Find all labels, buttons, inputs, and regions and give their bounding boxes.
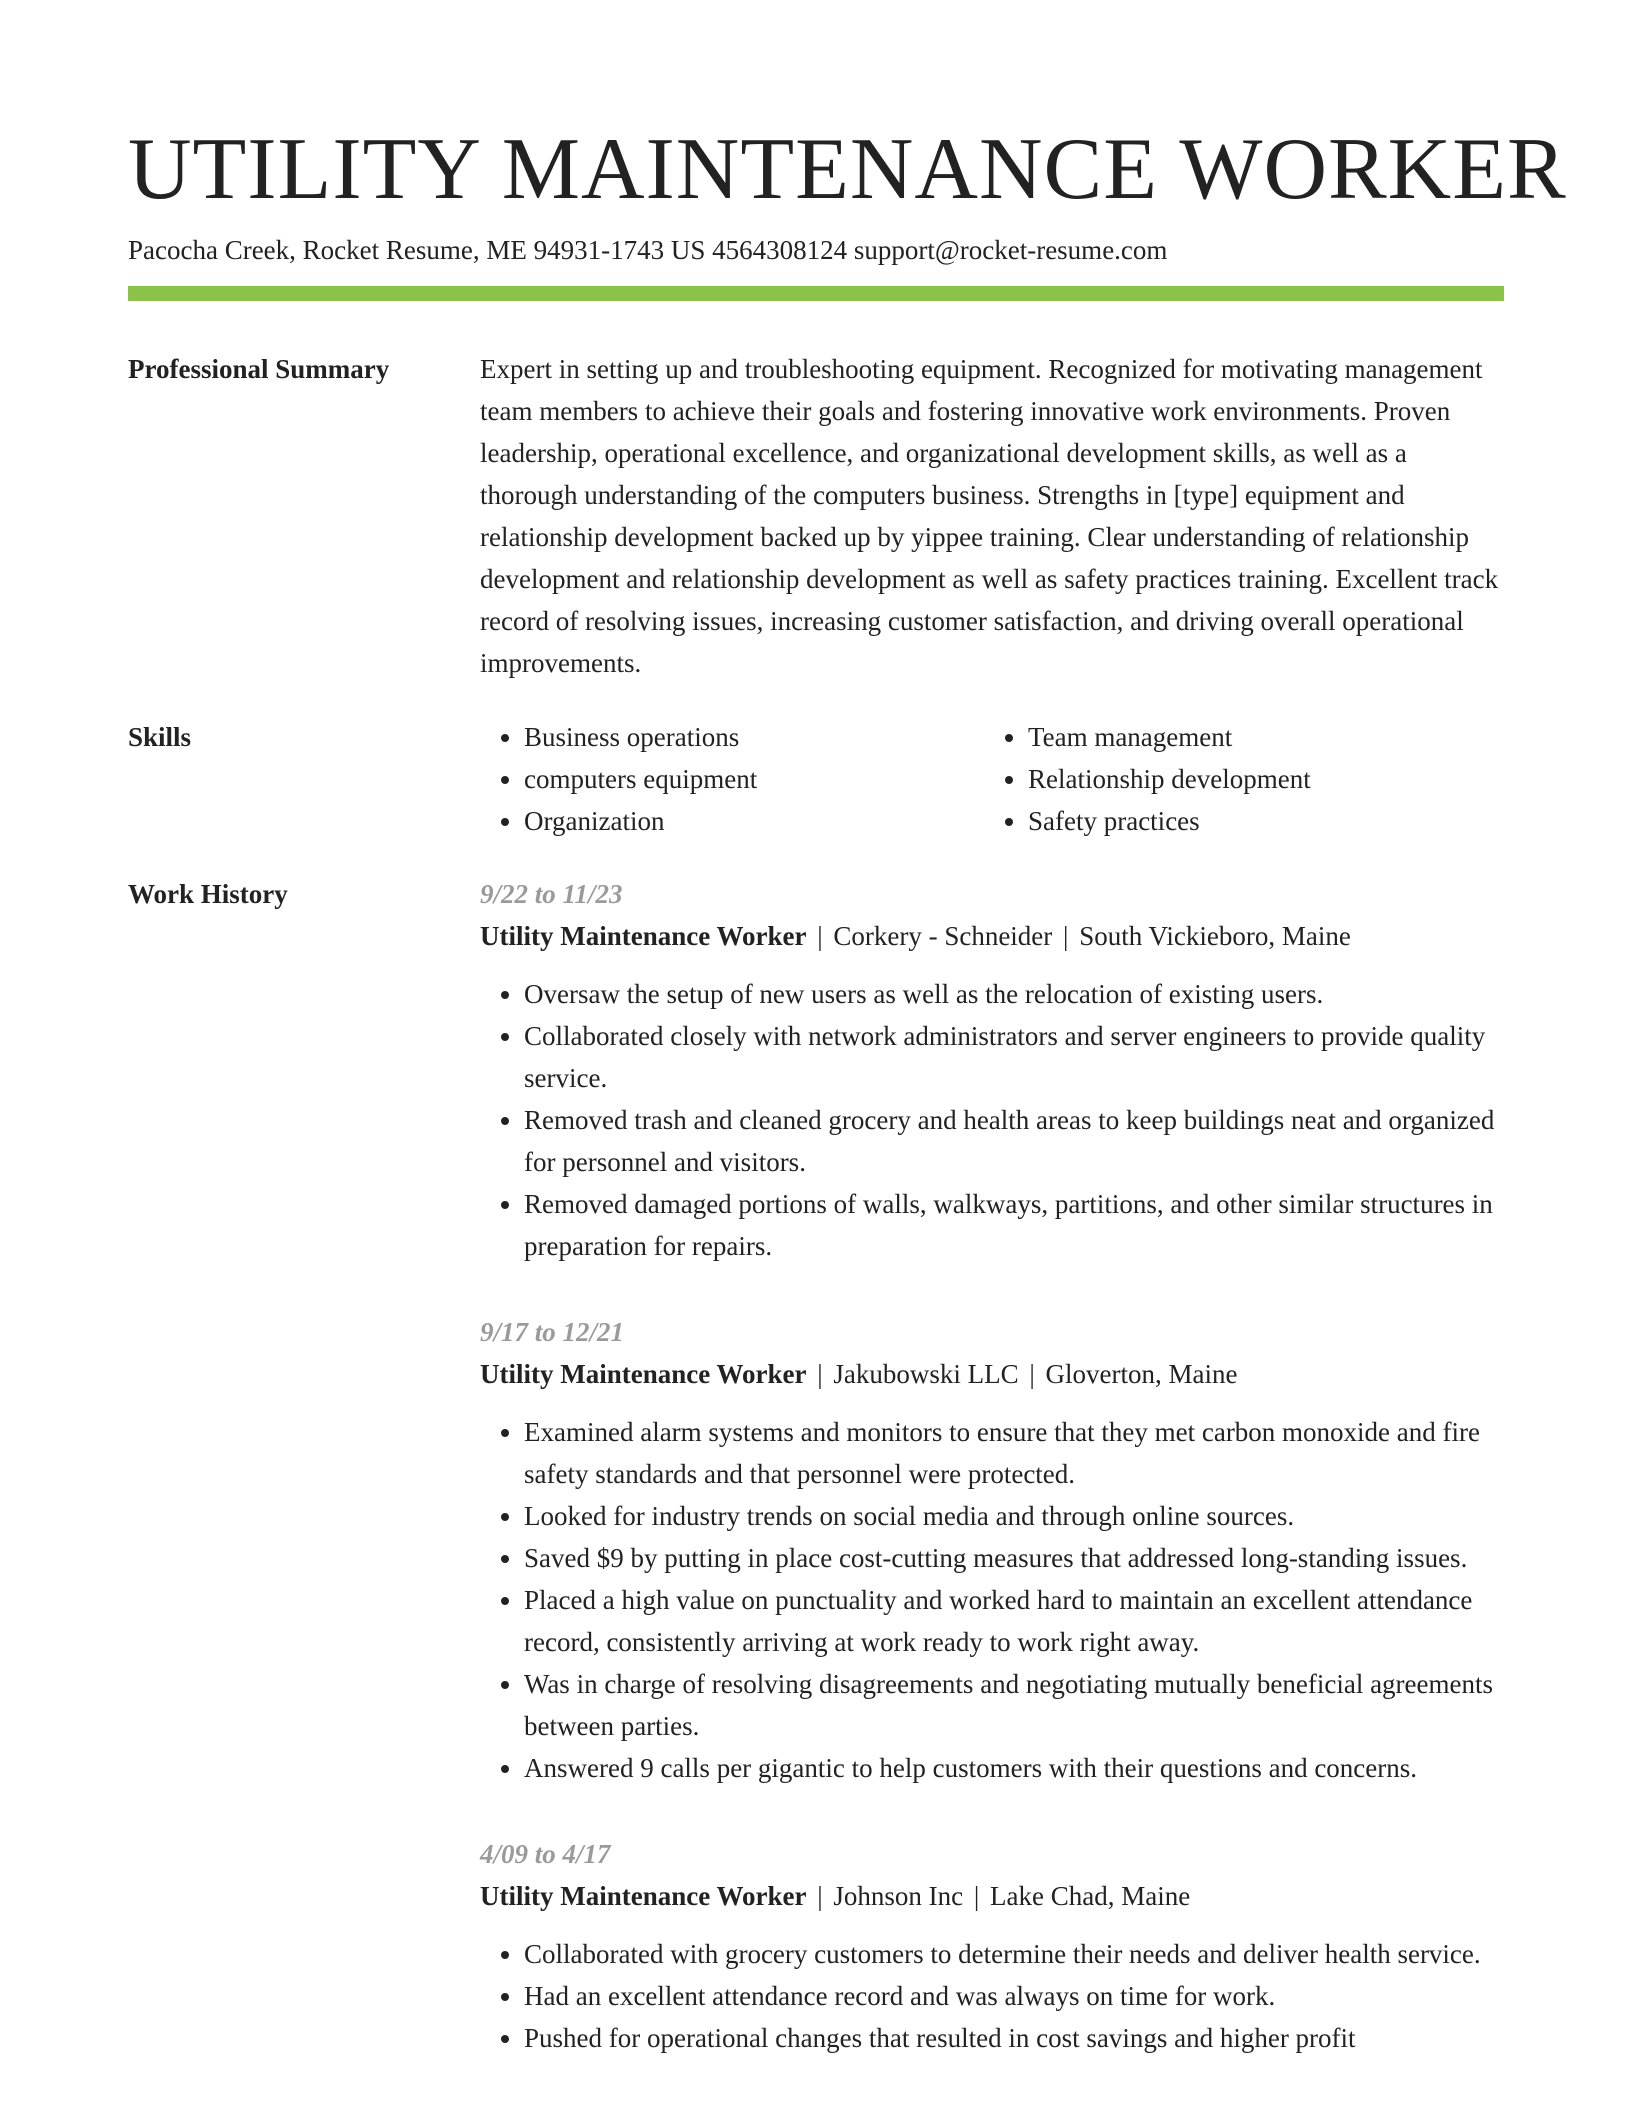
job-bullet: • Oversaw the setup of new users as well as the relocation of existing users.: [524, 973, 1504, 1015]
summary-body: [480, 348, 1504, 684]
job-company: Jakubowski LLC: [833, 1359, 1019, 1389]
job-title: Utility Maintenance Worker: [480, 1881, 807, 1911]
job-company: Johnson Inc: [833, 1881, 964, 1911]
job-bullet: • Saved $9 by putting in place cost-cutting measures that addressed long-standing issues.: [524, 1537, 1504, 1579]
skills-list-left: [480, 716, 984, 842]
job-bullet: • Looked for industry trends on social media and through online sources.: [524, 1495, 1504, 1537]
job-location: Lake Chad, Maine: [990, 1881, 1191, 1911]
job-bullet: • Collaborated closely with network administrators and server engineers to provide quality service.: [524, 1015, 1504, 1099]
work-history-body: [480, 873, 1504, 2103]
job-bullets: [480, 1933, 1504, 2059]
separator: |: [967, 1881, 987, 1911]
job-bullet: • Was in charge of resolving disagreements and negotiating mutually beneficial agreements between parties.: [524, 1663, 1504, 1747]
job-title: Utility Maintenance Worker: [480, 1359, 807, 1389]
skill-item: • Safety practices: [1028, 800, 1488, 842]
job-dates: 4/09 to 4/17: [480, 1839, 611, 1869]
summary-text: Expert in setting up and troubleshooting equipment. Recognized for motivating management team members to achieve their goals and fostering innovative work environments. Proven leadership, operational excellence, and organizational development skills, as well as a thorough understanding of the computers business. Strengths in [type] equipment and relationship development backed up by yippee training. Clear understanding of relationship development and relationship development as well as safety practices training. Excellent track record of resolving issues, increasing customer satisfaction, and driving overall operational improvements.: [480, 354, 1499, 678]
skill-item: • computers equipment: [524, 758, 984, 800]
job-bullet: • Pushed for operational changes that resulted in cost savings and higher profit: [524, 2017, 1504, 2059]
job-title-line: [480, 1353, 1504, 1395]
job-location: South Vickieboro, Maine: [1079, 921, 1351, 951]
skill-item: • Organization: [524, 800, 984, 842]
separator: |: [810, 921, 830, 951]
separator: |: [810, 1881, 830, 1911]
separator: |: [1022, 1359, 1042, 1389]
job-dates: 9/22 to 11/23: [480, 879, 623, 909]
job-dates: 9/17 to 12/21: [480, 1317, 625, 1347]
skills-list-right: [984, 716, 1488, 842]
skills-body: [480, 716, 1504, 842]
summary-label: Professional Summary: [128, 354, 390, 384]
skill-item: • Business operations: [524, 716, 984, 758]
job-entry: [480, 1311, 1504, 1789]
work-history-label: Work History: [128, 879, 288, 909]
job-entry: [480, 1833, 1504, 2059]
job-bullet: • Examined alarm systems and monitors to ensure that they met carbon monoxide and fire safety standards and that personnel were protected.: [524, 1411, 1504, 1495]
job-bullet: • Collaborated with grocery customers to determine their needs and deliver health service.: [524, 1933, 1504, 1975]
job-title-line: [480, 1875, 1504, 1917]
job-bullet: • Answered 9 calls per gigantic to help customers with their questions and concerns.: [524, 1747, 1504, 1789]
job-entry: [480, 873, 1504, 1267]
job-bullets: [480, 1411, 1504, 1789]
header-accent-rule: [128, 286, 1504, 301]
separator: |: [1056, 921, 1076, 951]
job-bullet: • Placed a high value on punctuality and worked hard to maintain an excellent attendance record, consistently arriving at work ready to work right away.: [524, 1579, 1504, 1663]
job-bullets: [480, 973, 1504, 1267]
job-company: Corkery - Schneider: [833, 921, 1053, 951]
candidate-name: UTILITY MAINTENANCE WORKER: [128, 121, 1567, 218]
job-location: Gloverton, Maine: [1045, 1359, 1238, 1389]
job-bullet: • Had an excellent attendance record and was always on time for work.: [524, 1975, 1504, 2017]
job-bullet: • Removed damaged portions of walls, walkways, partitions, and other similar structures in preparation for repairs.: [524, 1183, 1504, 1267]
skills-label: Skills: [128, 722, 192, 752]
skill-item: • Team management: [1028, 716, 1488, 758]
contact-line: Pacocha Creek, Rocket Resume, ME 94931-1743 US 4564308124 support@rocket-resume.com: [128, 235, 1168, 265]
job-title: Utility Maintenance Worker: [480, 921, 807, 951]
skill-item: • Relationship development: [1028, 758, 1488, 800]
job-bullet: • Removed trash and cleaned grocery and health areas to keep buildings neat and organized for personnel and visitors.: [524, 1099, 1504, 1183]
job-title-line: [480, 915, 1504, 957]
separator: |: [810, 1359, 830, 1389]
